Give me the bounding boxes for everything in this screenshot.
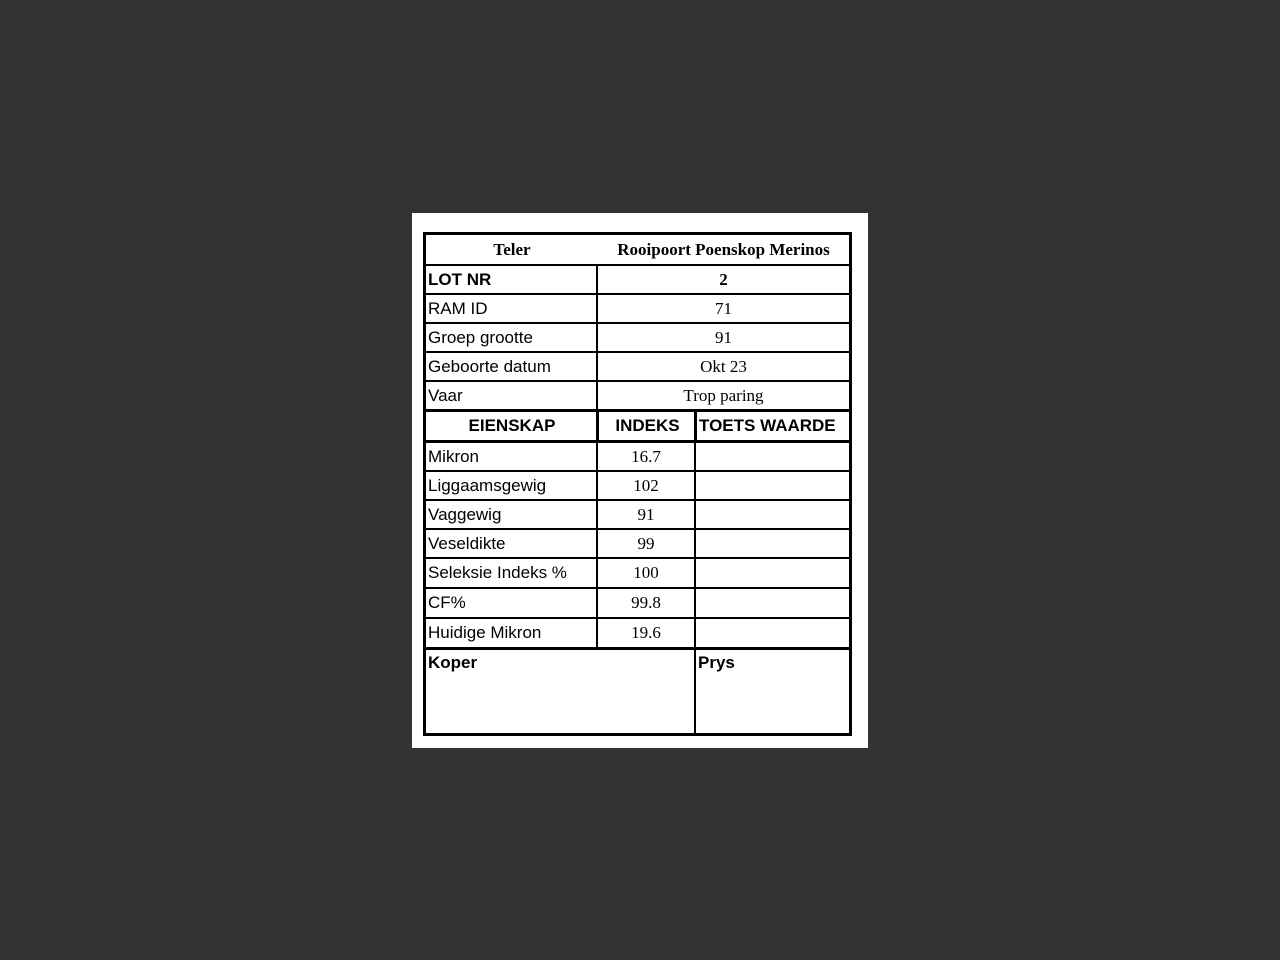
geboorte-datum-value: Okt 23 [596, 353, 849, 380]
trait-row-veseldikte [426, 530, 849, 559]
trait-index: 19.6 [596, 619, 694, 647]
info-row-geboorte-datum [426, 353, 849, 382]
trait-name: CF% [428, 593, 466, 612]
vaar-value: Trop paring [596, 382, 849, 409]
trait-name: Veseldikte [428, 533, 506, 553]
lot-nr-value: 2 [596, 266, 849, 293]
trait-row-huidige-mikron [426, 619, 849, 650]
trait-test-value [694, 472, 849, 499]
trait-index: 99.8 [596, 589, 694, 617]
trait-test-value [694, 589, 849, 617]
info-row-groep-grootte [426, 324, 849, 353]
trait-test-value [694, 530, 849, 557]
trait-test-value [694, 559, 849, 587]
teler-value: Rooipoort Poenskop Merinos [617, 239, 830, 259]
trait-row-mikron [426, 443, 849, 472]
lot-card-sheet [412, 213, 868, 748]
trait-name: Vaggewig [428, 504, 502, 524]
teler-label: Teler [493, 239, 531, 259]
lot-nr-label: LOT NR [428, 269, 492, 289]
trait-index: 16.7 [596, 443, 694, 470]
eienskap-header: EIENSKAP [468, 416, 556, 435]
indeks-header: INDEKS [596, 412, 694, 440]
trait-index: 102 [596, 472, 694, 499]
teler-row [426, 235, 849, 266]
geboorte-datum-label: Geboorte datum [428, 356, 551, 376]
koper-label [426, 650, 694, 733]
vaar-label: Vaar [428, 385, 463, 405]
groep-grootte-label: Groep grootte [428, 327, 533, 347]
toets-waarde-header: TOETS WAARDE [694, 412, 849, 440]
trait-row-vaggewig [426, 501, 849, 530]
trait-test-value [694, 443, 849, 470]
traits-header-row [426, 412, 849, 443]
trait-index: 91 [596, 501, 694, 528]
ram-id-value: 71 [596, 295, 849, 322]
trait-row-liggaamsgewig [426, 472, 849, 501]
footer-row [426, 650, 849, 733]
prys-label-text: Prys [698, 653, 735, 672]
trait-name: Mikron [428, 446, 480, 466]
koper-label-text: Koper [428, 653, 478, 672]
trait-name: Seleksie Indeks % [428, 563, 567, 582]
trait-test-value [694, 619, 849, 647]
trait-row-seleksie-indeks [426, 559, 849, 589]
trait-row-cf [426, 589, 849, 619]
lot-card [423, 232, 852, 736]
trait-index: 100 [596, 559, 694, 587]
trait-index: 99 [596, 530, 694, 557]
prys-label [694, 650, 849, 733]
info-row-ram-id [426, 295, 849, 324]
trait-test-value [694, 501, 849, 528]
info-row-lot-nr [426, 266, 849, 295]
ram-id-label: RAM ID [428, 298, 488, 318]
trait-name: Liggaamsgewig [428, 475, 547, 495]
trait-name: Huidige Mikron [428, 623, 542, 642]
groep-grootte-value: 91 [596, 324, 849, 351]
info-row-vaar [426, 382, 849, 412]
